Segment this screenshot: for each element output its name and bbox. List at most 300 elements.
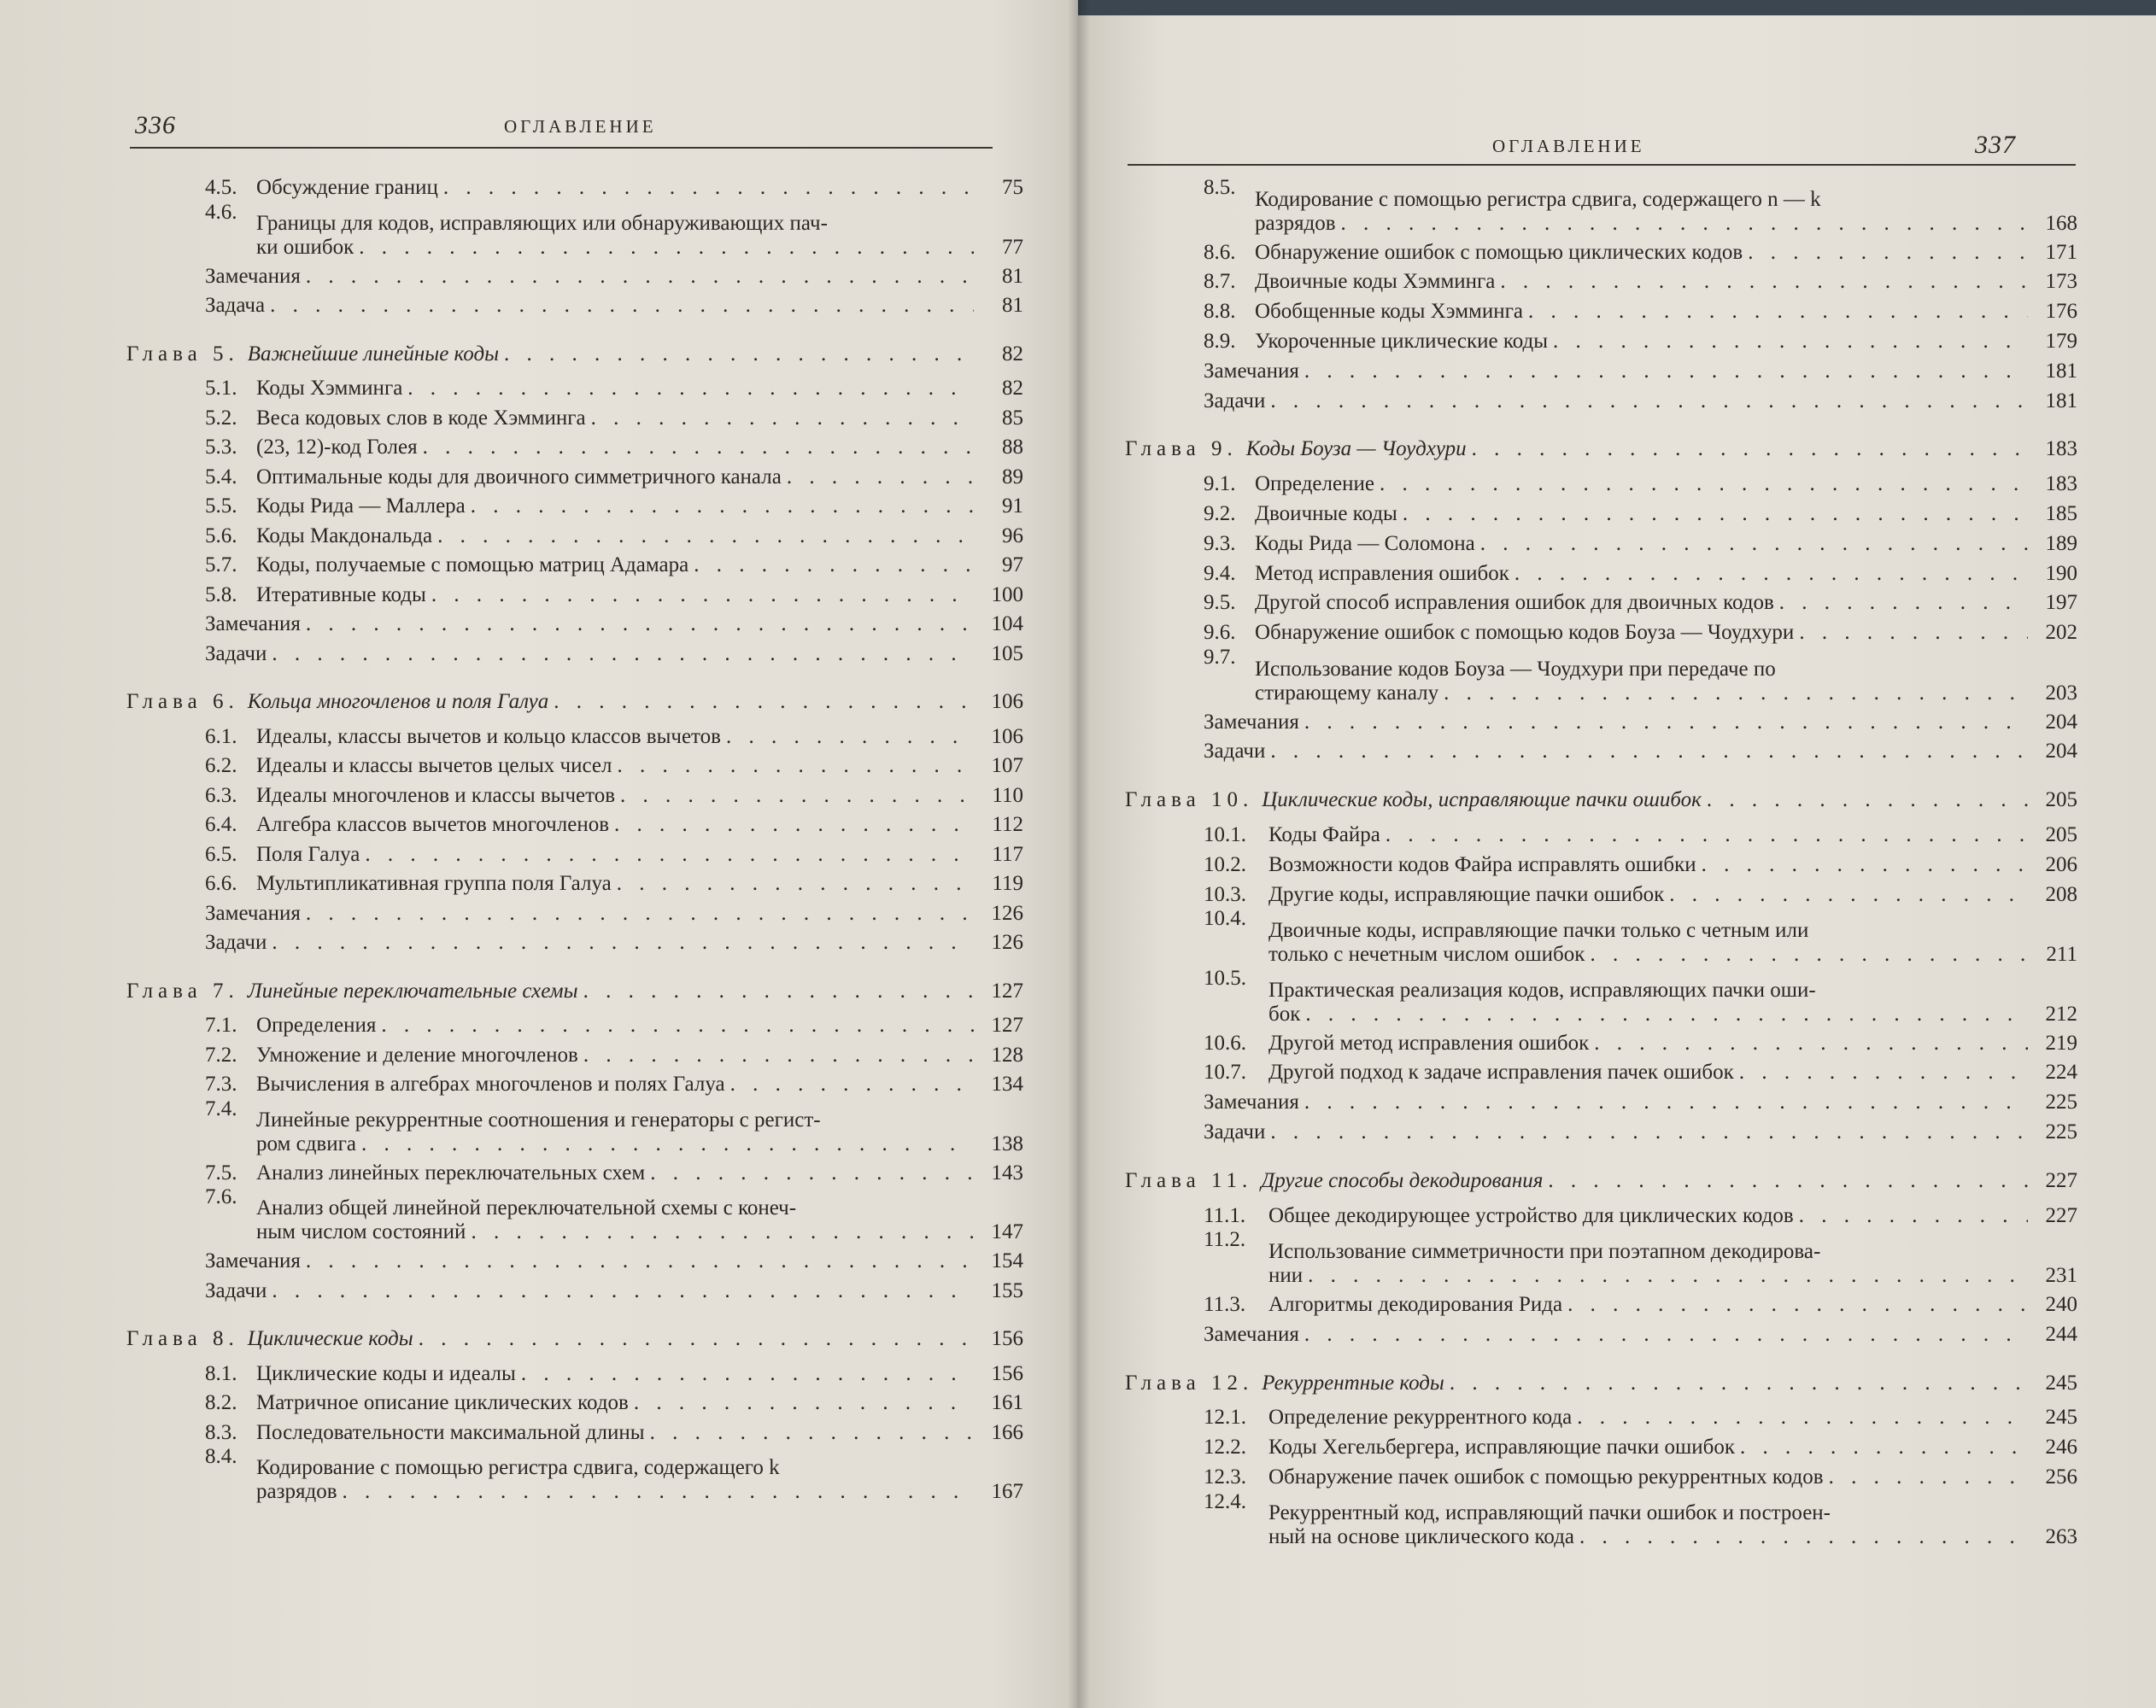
- dot-leader: [617, 872, 974, 896]
- page-ref: 156: [991, 1327, 1023, 1350]
- page-ref: 107: [991, 754, 1023, 777]
- toc-section: [1125, 236, 2077, 265]
- chapter-title: Циклические коды: [247, 1327, 413, 1350]
- dot-leader: [1553, 330, 2028, 354]
- toc-misc: [126, 897, 1023, 926]
- dot-leader: [1380, 472, 2028, 496]
- toc-misc: [1125, 354, 2077, 383]
- section-number: 8.3.: [205, 1420, 237, 1444]
- dot-leader: [306, 902, 974, 926]
- misc-title: Замечания: [205, 612, 301, 635]
- section-number: 5.7.: [205, 553, 237, 576]
- section-title: Матричное описание циклических кодов: [256, 1391, 629, 1414]
- page-ref: 85: [1002, 406, 1023, 430]
- dot-leader: [381, 1014, 974, 1038]
- toc-section: [126, 430, 1023, 459]
- toc-misc: [1125, 734, 2077, 763]
- page-ref: 181: [2045, 359, 2077, 383]
- dot-leader: [306, 265, 974, 289]
- dot-leader: [270, 294, 974, 318]
- chapter-title: Важнейшие линейные коды: [247, 342, 500, 366]
- page-ref: 211: [2046, 942, 2077, 966]
- dot-leader: [1590, 943, 2028, 967]
- section-title-line2-row: [1268, 943, 2033, 967]
- dot-leader: [1567, 1293, 2028, 1317]
- page-ref: 81: [1002, 294, 1023, 317]
- section-number: 11.1.: [1204, 1203, 1246, 1227]
- dot-leader: [419, 1327, 974, 1351]
- toc-section: [1125, 467, 2077, 496]
- dot-leader: [694, 553, 974, 577]
- section-number: 4.6.: [205, 200, 237, 224]
- chapter-title: Циклические коды, исправляющие пачки ошибок: [1262, 788, 1702, 812]
- misc-title: Задачи: [205, 931, 267, 954]
- dot-leader: [1386, 823, 2028, 847]
- toc-section: [1125, 646, 2077, 705]
- toc-misc: [126, 637, 1023, 666]
- section-number: 8.5.: [1204, 176, 1236, 199]
- toc-section: [1125, 497, 2077, 526]
- section-title-block: [1255, 188, 2033, 236]
- dot-leader: [423, 436, 974, 459]
- toc-misc: [1125, 1115, 2077, 1144]
- page-ref: 227: [2045, 1168, 2077, 1192]
- page-ref: 168: [2045, 211, 2077, 235]
- toc-section: [1125, 1401, 2077, 1430]
- dot-leader: [1403, 502, 2028, 526]
- page-ref: 224: [2045, 1061, 2077, 1085]
- misc-title: Замечания: [205, 1249, 301, 1272]
- toc-chapter: [126, 685, 1023, 714]
- misc-title: Замечания: [205, 901, 301, 925]
- right-page: [1078, 15, 2156, 1708]
- page-ref: 202: [2045, 621, 2077, 645]
- section-number: 8.1.: [205, 1361, 237, 1385]
- section-number: 10.4.: [1204, 907, 1246, 931]
- toc-section: [1125, 1027, 2077, 1056]
- section-title: Поля Галуа: [256, 842, 360, 866]
- section-number: 9.4.: [1204, 561, 1236, 585]
- section-number: 9.3.: [1204, 531, 1236, 555]
- toc-section: [1125, 1430, 2077, 1459]
- section-number: 8.6.: [1204, 240, 1236, 264]
- section-title-line2-row: [256, 1132, 979, 1156]
- page-ref: 105: [991, 641, 1023, 665]
- dot-leader: [620, 784, 974, 808]
- page-ref: 82: [1002, 342, 1023, 366]
- section-title-block: [1268, 919, 2033, 967]
- page-ref: 245: [2045, 1406, 2077, 1430]
- book-gutter: [1068, 0, 1090, 1708]
- dot-leader: [1444, 681, 2028, 705]
- page-ref: 204: [2045, 710, 2077, 734]
- dot-leader: [1702, 853, 2028, 877]
- page-ref: 179: [2045, 330, 2077, 353]
- section-title-line2: разрядов: [256, 1480, 337, 1503]
- dot-leader: [583, 1044, 974, 1068]
- dot-leader: [1341, 212, 2029, 236]
- dot-leader: [583, 980, 974, 1003]
- dot-leader: [1577, 1406, 2028, 1430]
- toc-section: [126, 1156, 1023, 1185]
- dot-leader: [1304, 711, 2028, 734]
- dot-leader: [437, 524, 974, 548]
- section-title: Коды, получаемые с помощью матриц Адамара: [256, 553, 689, 576]
- section-title: Анализ линейных переключательных схем: [256, 1161, 646, 1184]
- left-head-rule: [130, 147, 993, 149]
- page-ref: 227: [2045, 1203, 2077, 1227]
- section-title: Обобщенные коды Хэмминга: [1255, 300, 1523, 324]
- dot-leader: [614, 813, 974, 837]
- section-number: 12.3.: [1204, 1465, 1246, 1489]
- page-ref: 245: [2045, 1371, 2077, 1395]
- section-title-line2: ным числом состояний: [256, 1220, 466, 1243]
- section-number: 7.6.: [205, 1185, 237, 1208]
- section-title: Алгебра классов вычетов многочленов: [256, 813, 610, 836]
- page-ref: 240: [2045, 1293, 2077, 1316]
- section-title-line2: ный на основе циклического кода: [1268, 1525, 1575, 1549]
- page-ref: 82: [1002, 377, 1023, 400]
- toc-section: [126, 838, 1023, 867]
- chapter-title: Линейные переключательные схемы: [247, 979, 578, 1003]
- section-number: 7.2.: [205, 1043, 237, 1067]
- page-ref: 225: [2045, 1120, 2077, 1144]
- section-title: Общее декодирующее устройство для циклических кодов: [1268, 1203, 1794, 1227]
- toc-section: [126, 1357, 1023, 1386]
- dot-leader: [1779, 591, 2028, 615]
- section-title: Определение рекуррентного кода: [1268, 1406, 1573, 1430]
- toc-chapter: [1125, 783, 2077, 812]
- section-title-line2: разрядов: [1255, 211, 1336, 235]
- section-title-line1: Двоичные коды, исправляющие пачки только с четным или: [1268, 918, 1809, 942]
- toc-section: [1125, 967, 2077, 1027]
- section-number: 6.4.: [205, 813, 237, 836]
- section-number: 10.5.: [1204, 967, 1246, 990]
- section-number: 10.6.: [1204, 1031, 1246, 1055]
- page-ref: 189: [2045, 531, 2077, 555]
- section-title: Другой метод исправления ошибок: [1268, 1031, 1590, 1055]
- section-title: Другие коды, исправляющие пачки ошибок: [1268, 882, 1665, 906]
- toc-section: [1125, 325, 2077, 354]
- section-title-line1: Кодирование с помощью регистра сдвига, содержащего n — k: [1255, 187, 1821, 211]
- chapter-label: Глава 8.: [126, 1327, 239, 1350]
- page-ref: 167: [991, 1480, 1023, 1503]
- toc-section: [126, 489, 1023, 518]
- page-ref: 119: [992, 872, 1023, 895]
- chapter-title: Другие способы декодирования: [1261, 1168, 1544, 1192]
- page-ref: 112: [992, 813, 1023, 836]
- section-number: 9.5.: [1204, 591, 1236, 615]
- section-title-line2: стирающему каналу: [1255, 681, 1439, 705]
- dot-leader: [1528, 300, 2028, 324]
- section-title: Возможности кодов Файра исправлять ошибки: [1268, 852, 1696, 876]
- dot-leader: [365, 843, 974, 867]
- page-ref: 263: [2045, 1525, 2077, 1549]
- dot-leader: [1304, 1323, 2028, 1347]
- dot-leader: [407, 377, 974, 401]
- section-title: Коды Файра: [1268, 823, 1380, 846]
- page-ref: 126: [991, 901, 1023, 925]
- chapter-label: Глава 9.: [1125, 437, 1238, 461]
- section-title: Двоичные коды Хэмминга: [1255, 270, 1496, 294]
- toc-section: [1125, 616, 2077, 645]
- toc-section: [126, 519, 1023, 548]
- section-number: 6.3.: [205, 783, 237, 807]
- page-ref: 147: [991, 1220, 1023, 1243]
- page-ref: 212: [2045, 1002, 2077, 1026]
- section-title: Идеалы и классы вычетов целых чисел: [256, 754, 612, 777]
- dot-leader: [431, 583, 974, 607]
- dot-leader: [471, 494, 974, 518]
- section-title: Двоичные коды: [1255, 502, 1397, 525]
- toc-section: [1125, 586, 2077, 615]
- toc-section: [126, 720, 1023, 749]
- left-running-head: [0, 111, 1078, 145]
- dot-leader: [1799, 1204, 2028, 1228]
- section-number: 4.5.: [205, 176, 237, 199]
- toc-section: [126, 578, 1023, 607]
- section-title-line1: Использование кодов Боуза — Чоудхури при передаче по: [1255, 657, 1776, 681]
- section-number: 5.5.: [205, 494, 237, 518]
- section-title-line1: Границы для кодов, исправляющих или обнаруживающих пач-: [256, 211, 828, 235]
- toc-misc: [1125, 1085, 2077, 1114]
- toc-section: [126, 1097, 1023, 1156]
- dot-leader: [272, 642, 974, 666]
- section-number: 11.2.: [1204, 1228, 1246, 1252]
- section-number: 8.4.: [205, 1445, 237, 1468]
- chapter-label: Глава 11.: [1125, 1168, 1253, 1192]
- section-title: Обнаружение ошибок с помощью циклических кодов: [1255, 240, 1743, 264]
- right-head-rule: [1128, 164, 2076, 166]
- page-ref: 91: [1002, 494, 1023, 518]
- page-ref: 161: [991, 1391, 1023, 1414]
- dot-leader: [1305, 1003, 2028, 1027]
- toc-section: [126, 749, 1023, 778]
- section-title-line1: Анализ общей линейной переключательной схемы с конеч-: [256, 1196, 797, 1220]
- dot-leader: [1270, 1120, 2028, 1144]
- section-number: 5.8.: [205, 582, 237, 606]
- page-ref: 204: [2045, 740, 2077, 763]
- section-number: 7.4.: [205, 1097, 237, 1120]
- page-ref: 244: [2045, 1322, 2077, 1346]
- section-title: Идеалы многочленов и классы вычетов: [256, 783, 616, 807]
- toc-section: [126, 867, 1023, 896]
- page-ref: 88: [1002, 436, 1023, 459]
- section-number: 7.5.: [205, 1161, 237, 1184]
- toc-section: [1125, 527, 2077, 556]
- toc-section: [126, 401, 1023, 430]
- chapter-title: Рекуррентные коды: [1262, 1371, 1444, 1395]
- dot-leader: [634, 1391, 974, 1415]
- page-ref: 206: [2045, 852, 2077, 876]
- misc-title: Задача: [205, 294, 266, 317]
- section-title-line2: только с нечетным числом ошибок: [1268, 942, 1585, 966]
- page-ref: 155: [991, 1278, 1023, 1302]
- section-number: 6.1.: [205, 724, 237, 748]
- chapter-title: Коды Боуза — Чоудхури: [1245, 437, 1467, 461]
- toc-chapter: [126, 1322, 1023, 1351]
- dot-leader: [272, 1279, 974, 1303]
- dot-leader: [1669, 883, 2028, 907]
- misc-title: Задачи: [1204, 389, 1266, 412]
- dot-leader: [443, 176, 974, 200]
- dot-leader: [726, 725, 974, 749]
- page-ref: 197: [2045, 591, 2077, 615]
- dot-leader: [521, 1362, 974, 1386]
- toc-section: [126, 1185, 1023, 1244]
- right-running-title: ОГЛАВЛЕНИЕ: [1492, 136, 1645, 156]
- toc-chapter: [1125, 432, 2077, 461]
- page-ref: 219: [2045, 1031, 2077, 1055]
- section-number: 9.7.: [1204, 646, 1236, 669]
- misc-title: Замечания: [205, 264, 301, 288]
- dot-leader: [787, 465, 974, 489]
- toc-misc: [126, 607, 1023, 636]
- page-ref: 185: [2045, 502, 2077, 525]
- dot-leader: [1308, 1264, 2028, 1288]
- right-running-head: [1078, 131, 2156, 165]
- dot-leader: [471, 1220, 974, 1244]
- toc-section: [126, 1038, 1023, 1068]
- misc-title: Задачи: [205, 641, 267, 665]
- section-title: (23, 12)-код Голея: [256, 436, 418, 459]
- dot-leader: [504, 342, 974, 366]
- section-title: Определение: [1255, 472, 1374, 496]
- section-title: Алгоритмы декодирования Рида: [1268, 1293, 1563, 1316]
- section-number: 8.9.: [1204, 330, 1236, 353]
- toc-section: [1125, 1460, 2077, 1489]
- page-ref: 97: [1002, 553, 1023, 576]
- section-title: Обсуждение границ: [256, 176, 438, 199]
- left-page-number: 336: [135, 111, 176, 139]
- dot-leader: [1500, 270, 2028, 294]
- left-running-title: ОГЛАВЛЕНИЕ: [504, 116, 657, 137]
- toc-section: [1125, 265, 2077, 294]
- dot-leader: [1799, 621, 2028, 645]
- dot-leader: [1707, 788, 2028, 812]
- section-title-block: [256, 1456, 979, 1504]
- section-title: Коды Хэмминга: [256, 377, 403, 400]
- page-ref: 166: [991, 1420, 1023, 1444]
- dot-leader: [591, 407, 974, 430]
- toc-section: [1125, 848, 2077, 877]
- page-ref: 176: [2045, 300, 2077, 324]
- section-title-line2: ки ошибок: [256, 235, 354, 259]
- chapter-label: Глава 10.: [1125, 788, 1254, 812]
- page-ref: 246: [2045, 1436, 2077, 1459]
- section-number: 5.1.: [205, 377, 237, 400]
- section-title: Метод исправления ошибок: [1255, 561, 1509, 585]
- section-title: Мультипликативная группа поля Галуа: [256, 872, 612, 895]
- dot-leader: [1514, 562, 2028, 586]
- page-ref: 127: [991, 1014, 1023, 1037]
- section-number: 8.8.: [1204, 300, 1236, 324]
- page-ref: 181: [2045, 389, 2077, 412]
- misc-title: Замечания: [1204, 359, 1299, 383]
- dot-leader: [1270, 389, 2028, 413]
- section-number: 10.2.: [1204, 852, 1246, 876]
- toc-section: [126, 1068, 1023, 1097]
- page-ref: 154: [991, 1249, 1023, 1272]
- dot-leader: [1304, 360, 2028, 383]
- page-ref: 256: [2045, 1465, 2077, 1489]
- page-ref: 75: [1002, 176, 1023, 199]
- section-number: 5.3.: [205, 436, 237, 459]
- section-title: Коды Рида — Маллера: [256, 494, 466, 518]
- dot-leader: [1594, 1032, 2028, 1056]
- dot-leader: [343, 1480, 975, 1504]
- toc-section: [126, 460, 1023, 489]
- section-title: Определения: [256, 1014, 377, 1037]
- toc-section: [126, 1445, 1023, 1504]
- section-title: Веса кодовых слов в коде Хэмминга: [256, 406, 586, 430]
- dot-leader: [1829, 1465, 2028, 1489]
- misc-title: Замечания: [1204, 710, 1299, 734]
- section-title-line1: Линейные рекуррентные соотношения и генераторы с регист-: [256, 1108, 821, 1132]
- section-number: 10.1.: [1204, 823, 1246, 846]
- page-ref: 203: [2045, 681, 2077, 705]
- chapter-label: Глава 5.: [126, 342, 239, 366]
- section-title-line2-row: [1268, 1264, 2033, 1288]
- section-title-line2-row: [1268, 1003, 2033, 1027]
- page-ref: 156: [991, 1361, 1023, 1385]
- section-title: Последовательности максимальной длины: [256, 1420, 645, 1444]
- page-ref: 138: [991, 1132, 1023, 1155]
- dot-leader: [1579, 1525, 2028, 1549]
- page-ref: 128: [991, 1043, 1023, 1067]
- section-number: 11.3.: [1204, 1293, 1246, 1316]
- toc-section: [1125, 907, 2077, 967]
- dot-leader: [730, 1073, 974, 1097]
- section-number: 12.2.: [1204, 1436, 1246, 1459]
- section-title: Вычисления в алгебрах многочленов и полях Галуа: [256, 1073, 725, 1096]
- toc-section: [1125, 1199, 2077, 1228]
- section-title-line2-row: [1255, 681, 2033, 705]
- page-ref: 106: [991, 724, 1023, 748]
- toc-section: [1125, 176, 2077, 236]
- dot-leader: [617, 754, 974, 778]
- chapter-label: Глава 12.: [1125, 1371, 1254, 1395]
- toc-chapter: [1125, 1366, 2077, 1395]
- section-title-block: [256, 1108, 979, 1156]
- dot-leader: [272, 931, 974, 955]
- right-page-number: 337: [1975, 131, 2016, 159]
- section-number: 6.6.: [205, 872, 237, 895]
- section-title-block: [1268, 979, 2033, 1027]
- section-number: 5.4.: [205, 465, 237, 488]
- dot-leader: [1748, 241, 2028, 265]
- toc-misc: [126, 926, 1023, 955]
- toc-misc: [126, 1244, 1023, 1273]
- toc-section: [1125, 818, 2077, 847]
- section-title-line2-row: [256, 1480, 979, 1504]
- toc-section: [126, 548, 1023, 577]
- toc-misc: [1125, 1318, 2077, 1347]
- page-ref: 183: [2045, 437, 2077, 461]
- page-ref: 106: [991, 690, 1023, 713]
- section-title: Коды Хегельбергера, исправляющие пачки ошибок: [1268, 1436, 1735, 1459]
- toc-misc: [126, 289, 1023, 318]
- section-title: Умножение и деление многочленов: [256, 1043, 578, 1067]
- section-title: Итеративные коды: [256, 582, 426, 606]
- dot-leader: [306, 612, 974, 636]
- section-title-block: [1255, 658, 2033, 705]
- section-title: Коды Рида — Соломона: [1255, 531, 1475, 555]
- toc-section: [126, 171, 1023, 200]
- dot-leader: [359, 236, 974, 260]
- dot-leader: [1270, 740, 2028, 763]
- section-number: 5.6.: [205, 524, 237, 547]
